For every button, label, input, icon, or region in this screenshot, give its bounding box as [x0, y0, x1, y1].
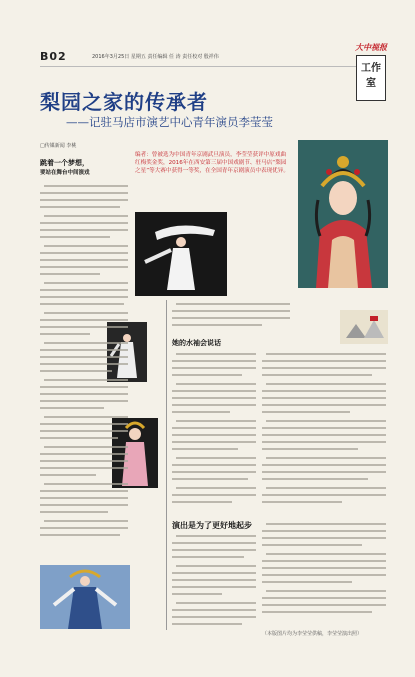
section-heading-sleeves: 她的水袖会说话	[172, 339, 221, 347]
subheadline: ——记驻马店市演艺中心青年演员李莹莹	[66, 115, 273, 129]
section-name: 工作室	[361, 63, 381, 89]
editor-note: 编者：曾被选为中国青年京剧武旦演员，李莹莹获评中原戏曲红梅奖金奖，2016年在西安第三届中国戏剧节、驻马店“梨园之星”等大赛中获得一等奖，在全国青年京剧演员中表现优异。	[135, 152, 289, 174]
portrait-photo	[298, 140, 388, 288]
headline: 梨园之家的传承者	[40, 90, 208, 114]
dateline: 2016年3月25日 星期五 责任编辑 任 涛 责任校对 殷祥伟	[92, 54, 219, 60]
section-heading-intro: 跳着一个梦想，	[40, 159, 89, 167]
decorative-pagoda	[340, 310, 388, 344]
body-column-middle-lower	[172, 532, 258, 632]
body-column-top-middle	[172, 300, 292, 330]
bottom-caption: （本版图片均为李莹莹供稿，李莹莹演出照）	[262, 631, 363, 637]
section-box	[356, 55, 386, 101]
body-column-middle	[172, 350, 258, 510]
stage-photo-bottom	[40, 565, 130, 629]
portrait-image	[298, 140, 388, 288]
page-number: B02	[40, 50, 67, 63]
stage-photo-sleeves	[135, 212, 227, 296]
section-logo: 大中视报	[355, 42, 387, 52]
section-subheading-intro: 要站在舞台中间演戏	[40, 170, 90, 176]
body-column-left	[40, 182, 130, 542]
body-column-right-lower	[262, 520, 388, 624]
column-divider	[166, 300, 167, 630]
header-rule	[40, 66, 360, 67]
section-heading-performance: 演出是为了更好地起步	[172, 521, 252, 530]
page-header	[0, 0, 415, 89]
body-column-right	[262, 350, 388, 510]
byline: □传媒新闻 李桃	[40, 143, 77, 149]
